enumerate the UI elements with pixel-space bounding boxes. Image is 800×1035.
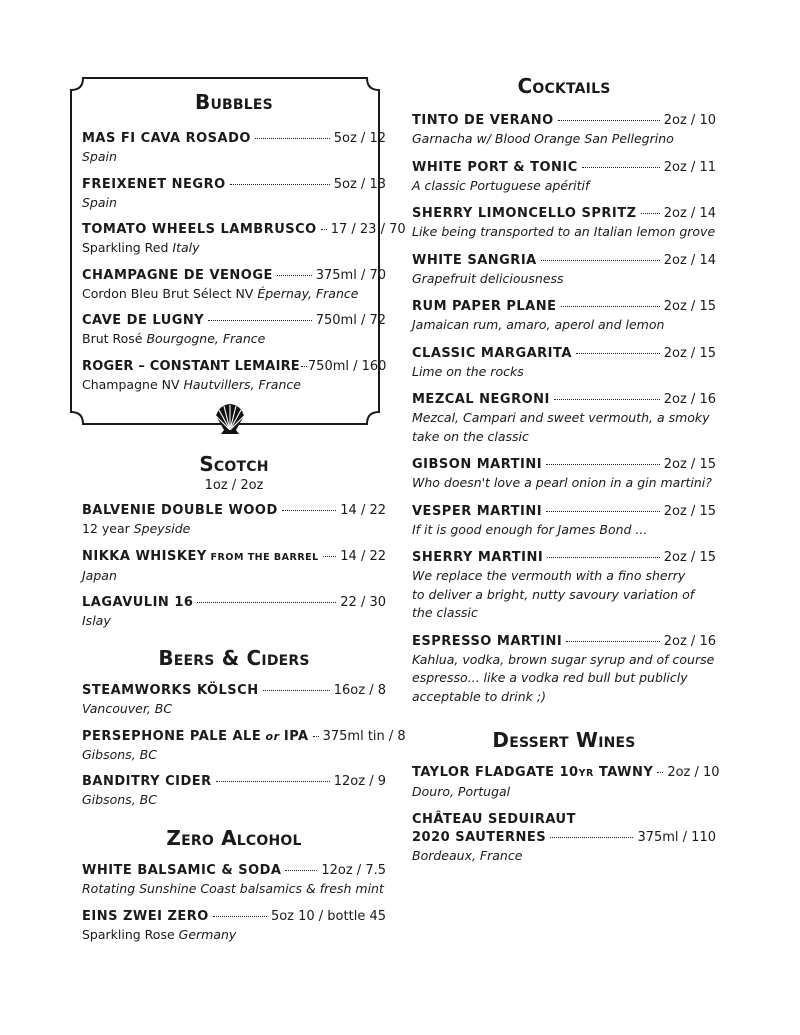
menu-item: VESPER MARTINI 2oz / 15 If it is good enough for James Bond ... — [412, 503, 716, 537]
beers-title: Beers & Ciders — [158, 646, 310, 670]
bubbles-list — [82, 130, 406, 403]
zero-list — [82, 862, 386, 953]
menu-item: TAYLOR FLADGATE 10YR TAWNY 2oz / 10 Douro, Portugal — [412, 765, 720, 799]
menu-item: CHAMPAGNE DE VENOGE 375ml / 70 Cordon Bleu Brut Sélect NV Épernay, France — [82, 267, 386, 301]
cocktails-list — [412, 112, 716, 716]
menu-item: MEZCAL NEGRONI 2oz / 16 Mezcal, Campari and sweet vermouth, a smoky take on the classic — [412, 392, 716, 444]
dessert-list — [412, 764, 720, 874]
scotch-title: Scotch — [199, 452, 269, 476]
cocktails-title: Cocktails — [517, 74, 611, 98]
shell-icon — [211, 402, 249, 436]
menu-item: FREIXENET NEGRO 5oz / 13 Spain — [82, 176, 386, 210]
dessert-title: Dessert Wines — [492, 728, 636, 752]
menu-item: ESPRESSO MARTINI 2oz / 16 Kahlua, vodka, brown sugar syrup and of course espresso... like a vodka red bull but publicly acceptable to drink ;) — [412, 633, 716, 704]
menu-item: RUM PAPER PLANE 2oz / 15 Jamaican rum, amaro, aperol and lemon — [412, 299, 716, 332]
menu-item: SHERRY LIMONCELLO SPRITZ 2oz / 14 Like being transported to an Italian lemon grove — [412, 206, 716, 239]
menu-item: BANDITRY CIDER 12oz / 9 Gibsons, BC — [82, 774, 386, 807]
menu-item: EINS ZWEI ZERO 5oz 10 / bottle 45 Sparkling Rose Germany — [82, 908, 386, 942]
beers-list — [82, 682, 406, 819]
zero-title: Zero Alcohol — [166, 826, 302, 850]
menu-item: BALVENIE DOUBLE WOOD 14 / 22 12 year Speyside — [82, 503, 386, 536]
menu-item: MAS FI CAVA ROSADO 5oz / 12 Spain — [82, 131, 386, 164]
menu-item: CAVE DE LUGNY 750ml / 72 Brut Rosé Bourgogne, France — [82, 313, 386, 346]
menu-item: SHERRY MARTINI 2oz / 15 We replace the vermouth with a fino sherry to deliver a bright, nutty savoury variation of the classic — [412, 550, 716, 620]
menu-item: ROGER – CONSTANT LEMAIRE 750ml / 160 Champagne NV Hautvillers, France — [82, 358, 387, 392]
menu-item: CHÂTEAU SEDUIRAUT 2020 SAUTERNES 375ml / 110 Bordeaux, France — [412, 811, 716, 863]
menu-item: GIBSON MARTINI 2oz / 15 Who doesn't love a pearl onion in a gin martini? — [412, 457, 716, 490]
menu-item: PERSEPHONE PALE ALE or IPA 375ml tin / 8 Gibsons, BC — [82, 728, 406, 762]
scotch-list — [82, 502, 386, 640]
menu-item: WHITE SANGRIA 2oz / 14 Grapefruit deliciousness — [412, 252, 716, 286]
menu-item: STEAMWORKS KÖLSCH 16oz / 8 Vancouver, BC — [82, 683, 386, 716]
menu-item: TINTO DE VERANO 2oz / 10 Garnacha w/ Blood Orange San Pellegrino — [412, 113, 716, 146]
menu-item: TOMATO WHEELS LAMBRUSCO 17 / 23 / 70 Sparkling Red Italy — [82, 222, 406, 255]
menu-item: WHITE BALSAMIC & SODA 12oz / 7.5 Rotating Sunshine Coast balsamics & fresh mint — [82, 863, 386, 896]
menu-item: NIKKA WHISKEY FROM THE BARREL 14 / 22 Japan — [82, 548, 386, 583]
bubbles-title: Bubbles — [195, 90, 273, 114]
menu-item: WHITE PORT & TONIC 2oz / 11 A classic Portuguese apéritif — [412, 159, 716, 193]
menu-item: CLASSIC MARGARITA 2oz / 15 Lime on the rocks — [412, 345, 716, 379]
scotch-subtitle: 1oz / 2oz — [204, 478, 264, 493]
menu-item: LAGAVULIN 16 22 / 30 Islay — [82, 595, 386, 628]
